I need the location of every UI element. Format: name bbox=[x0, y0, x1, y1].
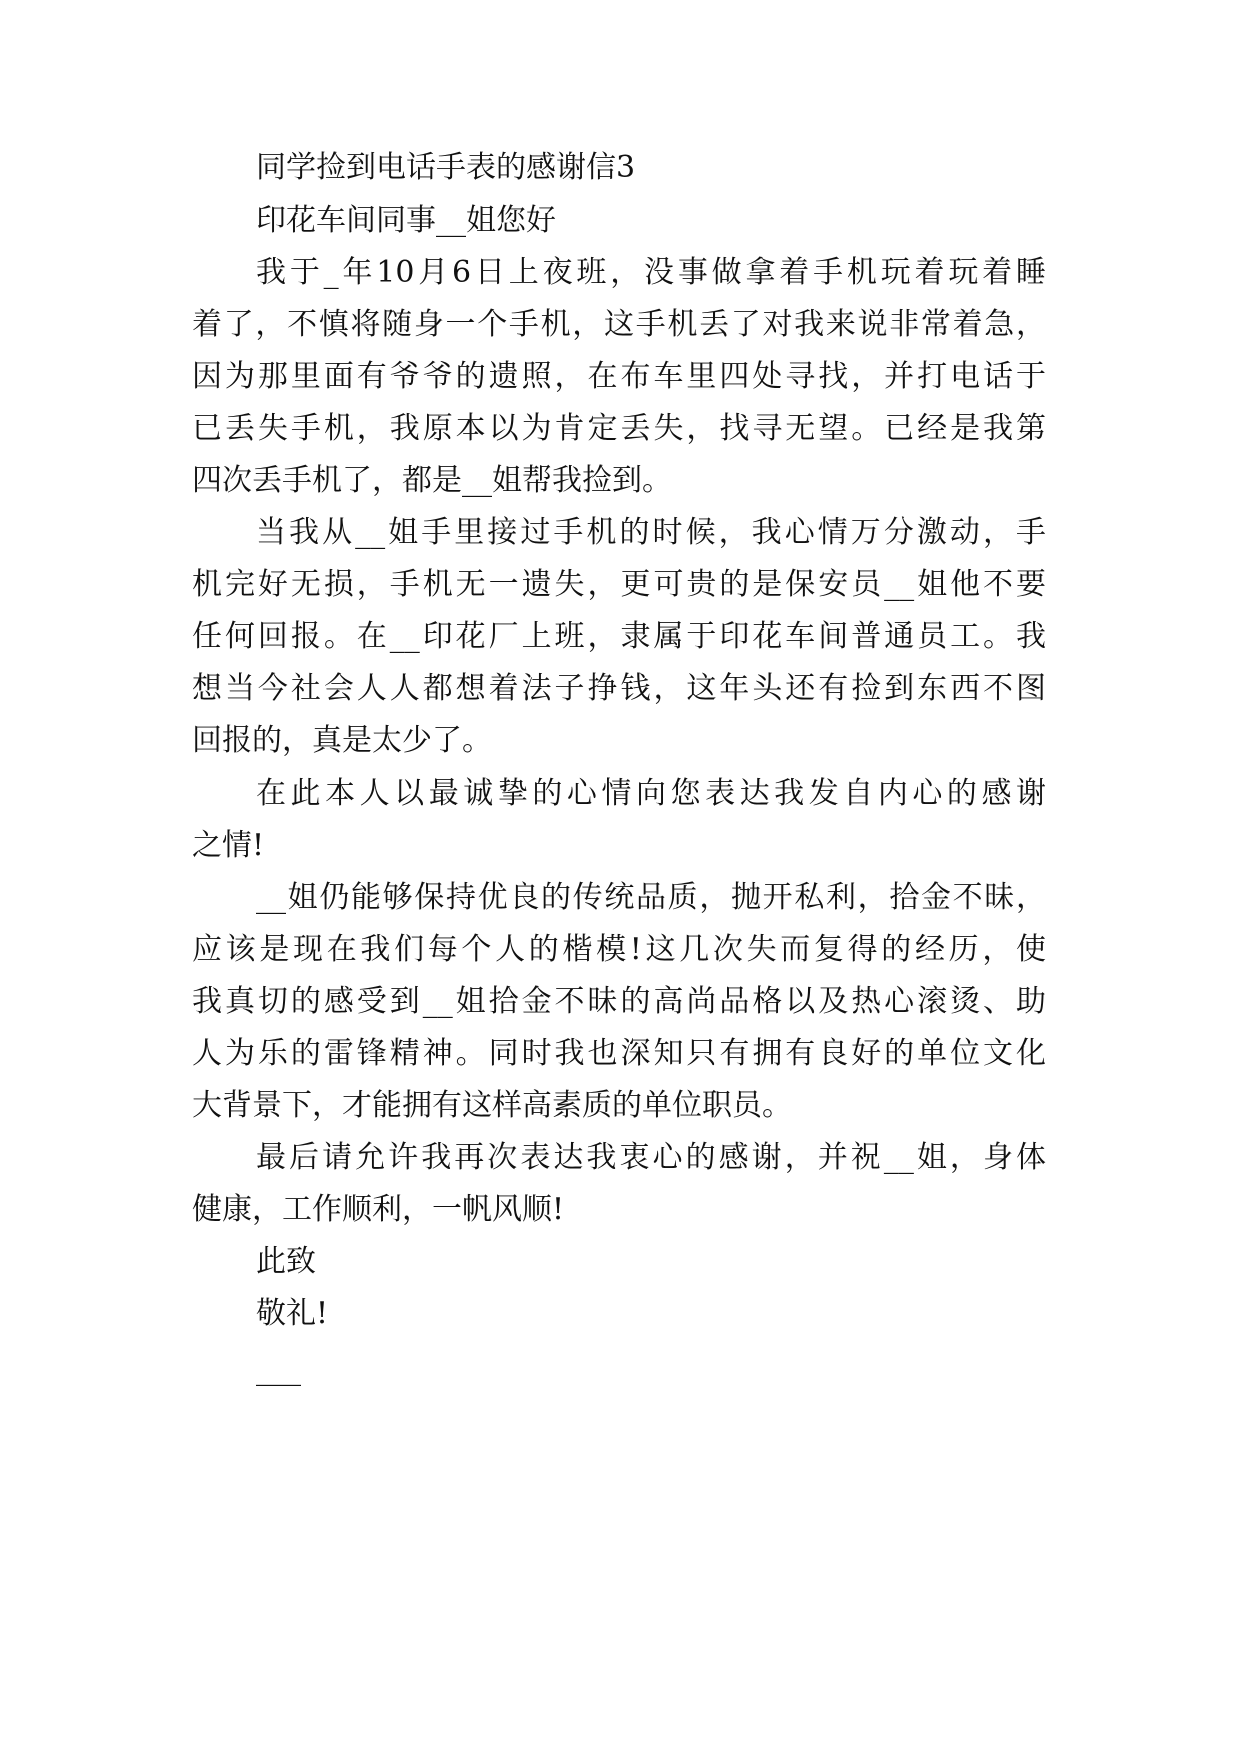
paragraph-line: 机完好无损，手机无一遗失，更可贵的是保安员__姐他不要 bbox=[192, 567, 1046, 602]
signature-blank: ___ bbox=[256, 1352, 301, 1387]
paragraph-line: 回报的，真是太少了。 bbox=[192, 723, 492, 758]
salutation: 印花车间同事__姐您好 bbox=[256, 203, 556, 238]
closing-line-1: 此致 bbox=[256, 1244, 316, 1279]
paragraph-line: 因为那里面有爷爷的遗照，在布车里四处寻找，并打电话于 bbox=[192, 359, 1046, 394]
paragraph-line: 任何回报。在__印花厂上班，隶属于印花车间普通员工。我 bbox=[192, 619, 1046, 654]
paragraph-line: 之情! bbox=[192, 828, 265, 863]
paragraph-line: 四次丢手机了，都是__姐帮我捡到。 bbox=[192, 463, 672, 498]
document-title: 同学捡到电话手表的感谢信3 bbox=[256, 150, 636, 185]
paragraph-line: 我于_年10月6日上夜班，没事做拿着手机玩着玩着睡 bbox=[256, 255, 1046, 290]
paragraph-line: 应该是现在我们每个人的楷模!这几次失而复得的经历，使 bbox=[192, 932, 1046, 967]
paragraph-line: 当我从__姐手里接过手机的时候，我心情万分激动，手 bbox=[256, 515, 1046, 550]
paragraph-line: 着了，不慎将随身一个手机，这手机丢了对我来说非常着急， bbox=[192, 307, 1046, 342]
paragraph-line: 人为乐的雷锋精神。同时我也深知只有拥有良好的单位文化 bbox=[192, 1036, 1046, 1071]
paragraph-line: 大背景下，才能拥有这样高素质的单位职员。 bbox=[192, 1088, 792, 1123]
paragraph-line: 想当今社会人人都想着法子挣钱，这年头还有捡到东西不图 bbox=[192, 671, 1046, 706]
paragraph-line: 已丢失手机，我原本以为肯定丢失，找寻无望。已经是我第 bbox=[192, 411, 1046, 446]
paragraph-line: 最后请允许我再次表达我衷心的感谢，并祝__姐，身体 bbox=[256, 1140, 1046, 1175]
closing-line-2: 敬礼! bbox=[256, 1296, 329, 1331]
paragraph-line: 我真切的感受到__姐拾金不昧的高尚品格以及热心滚烫、助 bbox=[192, 984, 1046, 1019]
paragraph-line: __姐仍能够保持优良的传统品质，抛开私利，拾金不昧， bbox=[256, 880, 1046, 915]
paragraph-line: 健康，工作顺利，一帆风顺! bbox=[192, 1192, 565, 1227]
paragraph-line: 在此本人以最诚挚的心情向您表达我发自内心的感谢 bbox=[256, 776, 1046, 811]
